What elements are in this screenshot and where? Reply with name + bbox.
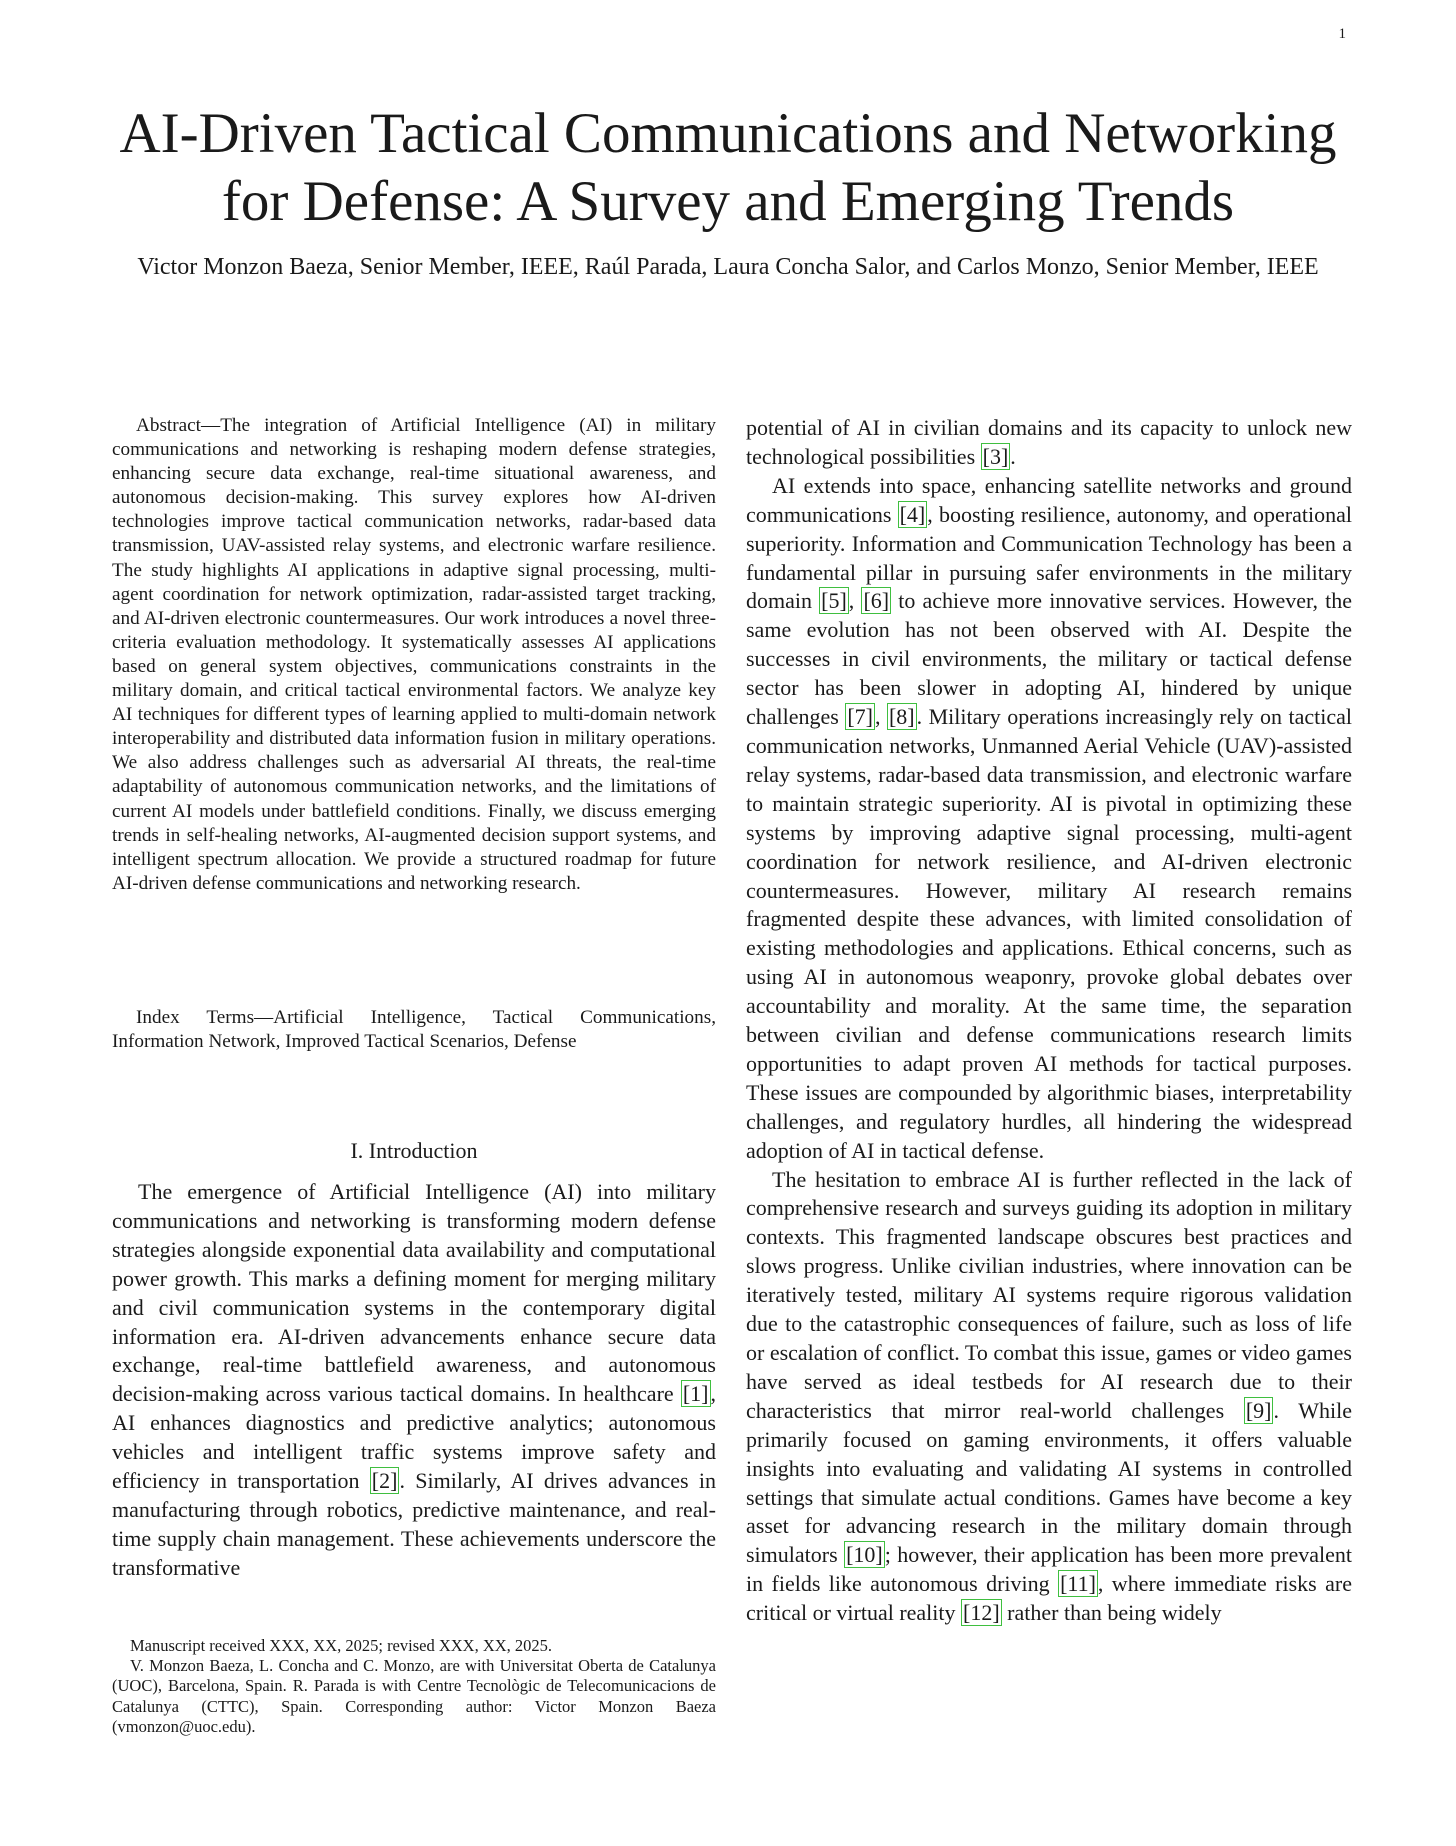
text-run: AI extends into space, enhancing satellite networks and ground communications (746, 472, 1352, 527)
text-run: . Military operations increasingly rely on tactical communication networks, Unmanned Aerial Vehicle (UAV)-assisted relay systems, radar-based data transmission, and electronic warfare to maintain strategic superiority. AI is pivotal in optimizing these systems by improving adaptive signal processing, multi-agent coordination for network resilience, and AI-driven electronic countermeasures. However, military AI research remains fragmented despite these advances, with limited consolidation of existing methodologies and applications. Ethical concerns, such as using AI in autonomous weaponry, provoke global debates over accountability and morality. At the same time, the separation between civilian and defense communications research limits opportunities to adapt proven AI methods for tactical purposes. These issues are compounded by algorithmic biases, interpretability challenges, and regulatory hurdles, all hindering the widespread adoption of AI in tactical defense. (746, 704, 1352, 1163)
text-run: rather than being widely (1001, 1600, 1222, 1626)
text-run: to achieve more innovative services. However, the same evolution has not been observed with AI. Despite the successes in civil environments, the military or tactical defense sector has been slower in adopting AI, hindered by unique challenges (746, 588, 1352, 730)
text-run: , boosting resilience, autonomy, and operational superiority. Information and Communication Technology has been a fundamental pillar in pursuing safer environments in the military domain (746, 501, 1353, 614)
text-run: . While primarily focused on gaming environments, it offers valuable insights into evaluating and validating AI systems in controlled settings that simulate actual conditions. Games have become a key asset for advancing research in the military domain through simulators (746, 1397, 1352, 1568)
footnote-manuscript: Manuscript received XXX, XX, 2025; revised XXX, XX, 2025. (130, 1636, 553, 1655)
right-column-body (746, 414, 1352, 1628)
citation-link[interactable]: [9] (1245, 1397, 1272, 1423)
index-terms (112, 1006, 716, 1054)
citation-link[interactable]: [11] (1060, 1571, 1096, 1597)
text-run: The hesitation to embrace AI is further reflected in the lack of comprehensive research and surveys guiding its adoption in military contexts. This fragmented landscape obscures best practices and slows progress. Unlike civilian industries, where innovation can be iteratively tested, military AI systems require rigorous validation due to the catastrophic consequences of failure, such as loss of life or escalation of conflict. To combat this issue, games or video games have served as ideal testbeds for AI research due to their characteristics that mirror real-world challenges (746, 1166, 1352, 1423)
text-run: ; however, their application has been more prevalent in fields like autonomous driving (746, 1542, 1353, 1597)
text-run: . Similarly, AI drives advances in manufacturing through robotics, predictive maintenance, and real-time supply chain management. These achievements underscore the transformative (112, 1468, 716, 1580)
footnote (112, 1636, 716, 1737)
citation-link[interactable]: [8] (888, 704, 915, 730)
text-run: , where immediate risks are critical or virtual reality (746, 1571, 1352, 1626)
section-heading-introduction: I. Introduction (350, 1138, 478, 1163)
citation-link[interactable]: [12] (963, 1600, 1000, 1626)
citation-link[interactable]: [3] (982, 443, 1009, 469)
abstract (112, 414, 716, 896)
citation-link[interactable]: [6] (863, 588, 890, 614)
citation-link[interactable]: [10] (846, 1542, 883, 1568)
text-run: . (1010, 443, 1016, 469)
text-run: , AI enhances diagnostics and predictive analytics; autonomous vehicles and intelligent traffic systems improve safety and efficiency in transportation (112, 1381, 716, 1494)
citation-link[interactable]: [5] (821, 588, 847, 614)
introduction-paragraph (112, 1178, 716, 1583)
text-run: potential of AI in civilian domains and its capacity to unlock new technological possibilities (746, 415, 1352, 469)
citation-link[interactable]: [7] (847, 704, 873, 730)
paper-title: AI-Driven Tactical Communications and Networking for Defense: A Survey and Emerging Trends (119, 102, 1337, 233)
paragraph (746, 472, 1352, 1166)
page-number: 1 (1338, 26, 1346, 42)
author-list: Victor Monzon Baeza, Senior Member, IEEE, Raúl Parada, Laura Concha Salor, and Carlos Monzo, Senior Member, IEEE (137, 254, 1319, 280)
paragraph-continuation (746, 414, 1352, 472)
footnote-affiliations: V. Monzon Baeza, L. Concha and C. Monzo, are with Universitat Oberta de Catalunya (UOC), Barcelona, Spain. R. Parada is with Centre Tecnològic de Telecomunicacions de Catalunya (CTTC), Spain. Corresponding author: Victor Monzon Baeza (vmonzon@uoc.edu). (112, 1656, 716, 1736)
citation-link[interactable]: [1] (682, 1381, 709, 1407)
abstract-text: Abstract—The integration of Artificial Intelligence (AI) in military communications and networking is reshaping modern defense strategies, enhancing secure data exchange, real-time situational awareness, and autonomous decision-making. This survey explores how AI-driven technologies improve tactical communication networks, radar-based data transmission, UAV-assisted relay systems, and electronic warfare resilience. The study highlights AI applications in adaptive signal processing, multi-agent coordination for network optimization, radar-assisted target tracking, and AI-driven electronic countermeasures. Our work introduces a novel three-criteria evaluation methodology. It systematically assesses AI applications based on general system objectives, communications constraints in the military domain, and critical tactical environmental factors. We analyze key AI techniques for different types of learning applied to multi-domain network interoperability and distributed data information fusion in military operations. We also address challenges such as adversarial AI threats, the real-time adaptability of autonomous communication networks, and the limitations of current AI models under battlefield conditions. Finally, we discuss emerging trends in self-healing networks, AI-augmented decision support systems, and intelligent spectrum allocation. We provide a structured roadmap for future AI-driven defense communications and networking research. (112, 415, 716, 894)
introduction-body (112, 1178, 716, 1583)
citation-link[interactable]: [4] (899, 501, 926, 527)
text-run: , (848, 588, 862, 614)
text-run: , (874, 704, 887, 730)
paragraph (746, 1166, 1352, 1629)
index-terms-text: Index Terms—Artificial Intelligence, Tactical Communications, Information Network, Improved Tactical Scenarios, Defense (112, 1007, 716, 1053)
text-run: The emergence of Artificial Intelligence (AI) into military communications and networking is transforming modern defense strategies alongside exponential data availability and computational power growth. This marks a defining moment for merging military and civil communication systems in the contemporary digital information era. AI-driven advancements enhance secure data exchange, real-time battlefield awareness, and autonomous decision-making across various tactical domains. In healthcare (112, 1179, 716, 1407)
citation-link[interactable]: [2] (371, 1468, 398, 1494)
